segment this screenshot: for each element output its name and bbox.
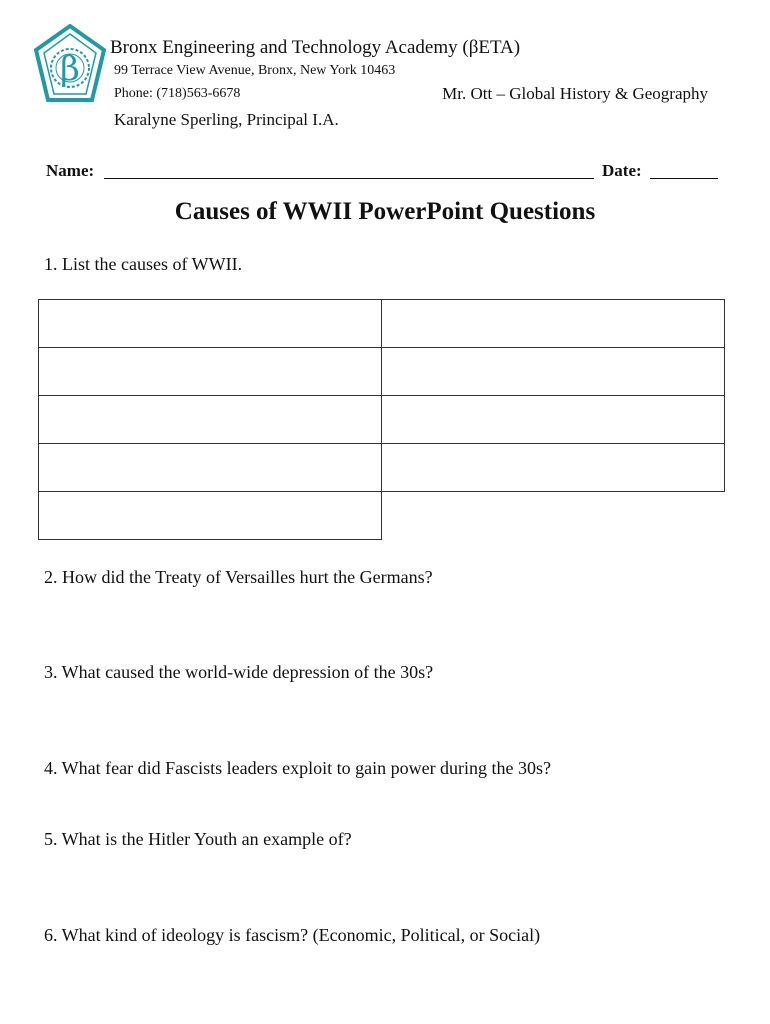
answer-cell[interactable]	[382, 348, 725, 396]
logo-letter: β	[60, 49, 80, 89]
empty-cell	[382, 492, 725, 540]
name-field[interactable]	[104, 178, 594, 179]
table-row	[39, 444, 725, 492]
principal-name: Karalyne Sperling, Principal I.A.	[114, 110, 339, 129]
answer-cell[interactable]	[382, 444, 725, 492]
date-field[interactable]	[650, 178, 718, 179]
answer-cell[interactable]	[39, 348, 382, 396]
answer-cell[interactable]	[39, 492, 382, 540]
question-5: 5. What is the Hitler Youth an example of?	[44, 829, 352, 849]
question-4: 4. What fear did Fascists leaders exploit to gain power during the 30s?	[44, 758, 552, 778]
date-label: Date:	[602, 161, 642, 180]
answer-cell[interactable]	[382, 396, 725, 444]
name-label: Name:	[46, 161, 95, 180]
causes-table	[38, 299, 725, 540]
question-3: 3. What caused the world-wide depression of the 30s?	[44, 662, 434, 682]
worksheet-title: Causes of WWII PowerPoint Questions	[174, 198, 596, 225]
question-1: 1. List the causes of WWII.	[44, 254, 243, 274]
table-row	[39, 492, 725, 540]
teacher-course: Mr. Ott – Global History & Geography	[442, 84, 708, 103]
school-phone: Phone: (718)563-6678	[114, 86, 241, 101]
question-6: 6. What kind of ideology is fascism? (Economic, Political, or Social)	[44, 925, 541, 945]
table-row	[39, 300, 725, 348]
answer-cell[interactable]	[39, 396, 382, 444]
school-logo	[34, 24, 106, 104]
table-row	[39, 396, 725, 444]
table-row	[39, 348, 725, 396]
school-name: Bronx Engineering and Technology Academy (βETA)	[110, 37, 521, 58]
answer-cell[interactable]	[39, 300, 382, 348]
answer-cell[interactable]	[39, 444, 382, 492]
answer-cell[interactable]	[382, 300, 725, 348]
school-address: 99 Terrace View Avenue, Bronx, New York 10463	[114, 63, 396, 78]
question-2: 2. How did the Treaty of Versailles hurt the Germans?	[44, 567, 433, 587]
